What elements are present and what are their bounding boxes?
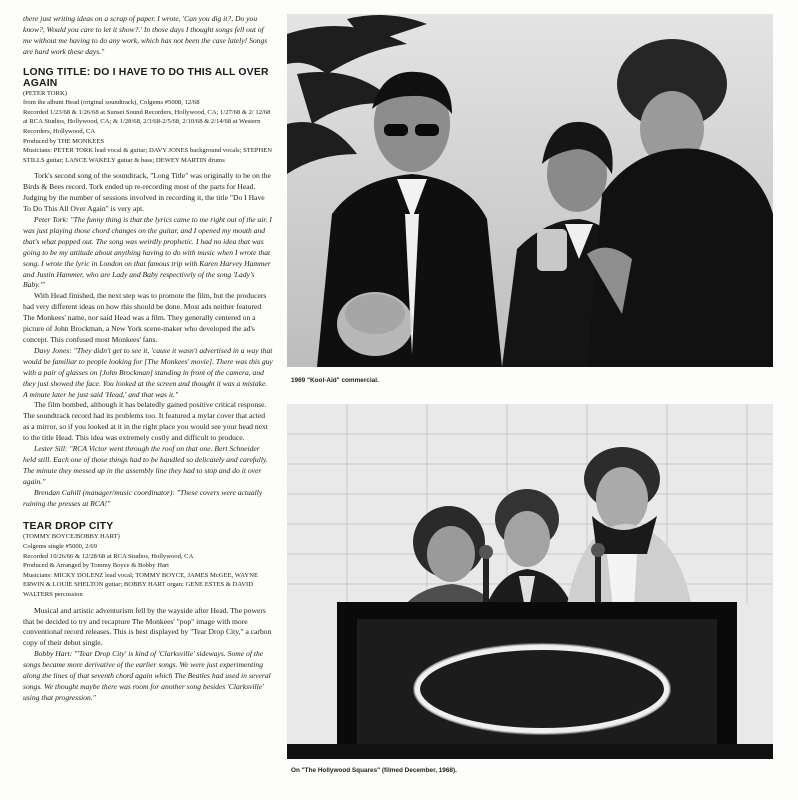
hollywood-squares-photo xyxy=(287,404,773,759)
song-writer: (PETER TORK) xyxy=(23,89,67,97)
song-title: TEAR DROP CITY xyxy=(23,521,114,533)
song-title: LONG TITLE: DO I HAVE TO DO THIS ALL OVER AGAIN xyxy=(23,66,269,89)
photo-caption: On "The Hollywood Squares" (filmed December, 1968). xyxy=(291,767,457,774)
song-credit-line: Recorded 10/26/66 & 12/28/68 at RCA Studios, Hollywood, CA xyxy=(23,552,194,560)
song-credit-line: Musicians: MICKY DOLENZ lead vocal; TOMMY BOYCE, JAMES McGEE, WAYNE ERWIN & LOUIE SHELTON guitar; BOBBY HART organ; GENE ESTES & DAVID WALTERS percussion xyxy=(23,571,258,599)
song-credit-line: Musicians: PETER TORK lead vocal & guitar; DAVY JONES background vocals; STEPHEN STILLS guitar; LANCE WAKELY guitar & bass; DEWEY MARTIN drums xyxy=(23,147,273,164)
body-paragraph: The film bombed, although it has belatedly gained positive critical response. The soundtrack record had its problems too. It featured a mylar cover that acted as a mirror, so if you looked at it in the right place you would see your head next to the title Head. This idea was extremely costly and difficult to produce. xyxy=(23,400,268,443)
quote-paragraph: Peter Tork: "The funny thing is that the lyrics came to me right out of the air. I was just playing those chord changes on the guitar, and I opened my mouth and that's what popped out. The song was weirdly prophetic. I had no idea that was going to be my attitude about anything having to do with music when I wrote that song. I wrote the lyric in London on that famous trip with Karen Harvey Hammer and Justin Hammer, who are Lady and Baby respectively of the song 'Lady's Baby.'" xyxy=(23,215,272,290)
quote-paragraph: Davy Jones: "They didn't get to see it, 'cause it wasn't advertised in a way that would be familiar to people looking for [The Monkees' movie]. There was this guy with a pair of glasses on [John Brockman] standing in front of the camera, and they just showed the face. You looked at the screen and thought it was a mistake. A minute later he just said 'Head,' and that was it." xyxy=(23,345,273,399)
body-paragraph: With Head finished, the next step was to promote the film, but the producers had very different ideas on how this should be done. Most ads neither featured The Monkees' name, nor said Head was a film. They generally centered on a picture of John Brockman, a New York scene-maker who developed the ad's concept. This confused most Monkees' fans. xyxy=(23,291,267,344)
text-column xyxy=(23,14,273,704)
song-section-tear-drop-city xyxy=(23,521,273,703)
quote-paragraph: Lester Sill: "RCA Victor went through the roof on that one. Bert Schneider held still. Each one of those things had to be handled so delicately and carefully. The minute they messed up in the assembly line they had to stop and do it over again." xyxy=(23,444,268,486)
song-credit-line: Produced by THE MONKEES xyxy=(23,137,105,145)
song-credit-line: from the album Head (original soundtrack), Colgems #5008, 12/68 xyxy=(23,99,200,107)
kool-aid-commercial-photo xyxy=(287,14,773,367)
quote-paragraph: Brendan Cahill (manager/music coordinator): "These covers were actually ruining the presses at RCA!" xyxy=(23,487,263,508)
quote-paragraph: Bobby Hart: "'Tear Drop City' is kind of 'Clarksville' sideways. Some of the songs became more derivative of the earlier songs. We were just experimenting along the lines of that seventh chord again which The Beatles had used in several songs. We thought maybe there was room for another song besides 'Clarksville' using that progression." xyxy=(23,649,271,702)
song-credit-line: Recorded 1/23/68 & 1/26/68 at Sunset Sound Recorders, Hollywood, CA; 1/27/68 & 2/ 12/68 at RCA Studios, Hollywood, CA; & 1/28/68, 2/3/68-2/5/68, 2/10/68 & 2/14/68 at Western Recorders, Hollywood, CA xyxy=(23,108,271,135)
body-paragraph: Tork's second song of the soundtrack, "Long Title" was originally to be on the Birds & Bees record. Tork ended up re-recording most of the parts for Head. Judging by the number of sessions involved in recording it, the title "Do I Have To Do This All Over Again" is very apt. xyxy=(23,171,271,214)
song-credit-line: Produced & Arranged by Tommy Boyce & Bobby Hart xyxy=(23,562,169,570)
song-section-long-title xyxy=(23,67,273,510)
song-writer: (TOMMY BOYCE/BOBBY HART) xyxy=(23,533,120,541)
body-paragraph: Musical and artistic adventurism fell by the wayside after Head. The powers that be decided to try and recapture The Monkees' "pop" image with more conventional record releases. This is best displayed by "Tear Drop City," a carbon copy of their debut single. xyxy=(23,605,272,648)
intro-paragraph: there just writing ideas on a scrap of paper. I wrote, 'Can you dig it?, Do you know?, Would you care to let it show?.' In those days I thought songs fell out of me without me having to do any work, which has not been the case lately! Songs are hard work these days." xyxy=(23,14,268,56)
song-credit-line: Colgems single #5000, 2/69 xyxy=(23,543,97,551)
photo-caption: 1969 "Kool-Aid" commercial. xyxy=(291,377,379,384)
